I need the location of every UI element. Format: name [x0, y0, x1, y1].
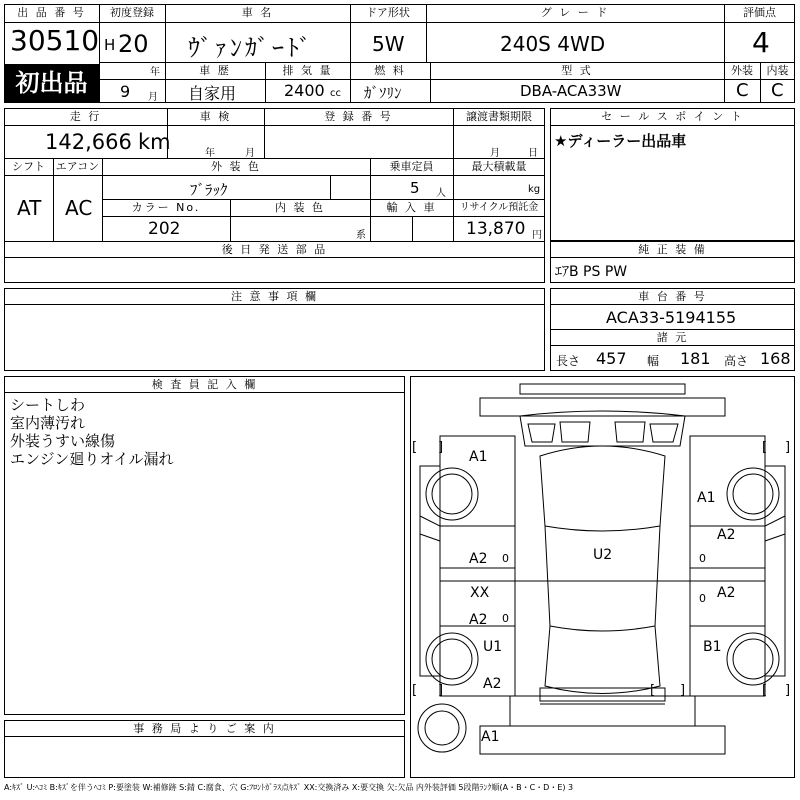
svg-text:]: ]: [785, 683, 791, 698]
mileage-label: 走 行: [69, 110, 102, 123]
int-color-label: 内 装 色: [275, 201, 325, 214]
equip-label: 純 正 装 備: [638, 243, 707, 256]
damage-rear-left-tire: U1: [483, 639, 503, 655]
ac: AC: [65, 196, 93, 220]
car-name-label: 車 名: [241, 6, 274, 19]
ext-color: ﾌﾞﾗｯｸ: [190, 181, 228, 199]
damage-right-rear-door: A2: [717, 585, 736, 601]
svg-text:0: 0: [699, 592, 706, 605]
grade: 240S 4WD: [500, 32, 606, 56]
door-label: ドア形状: [366, 6, 410, 19]
inspector-note: シートしわ: [10, 396, 86, 414]
mileage: 142,666: [45, 130, 132, 154]
seats-label: 乗車定員: [389, 160, 434, 173]
reg-year: 20: [118, 30, 149, 58]
inspector-note: 外装うすい線傷: [10, 432, 116, 450]
sales-point-box: [550, 108, 795, 241]
door-type: 5W: [372, 32, 405, 56]
month-unit: 月: [148, 92, 158, 103]
lot-no-label: 出 品 番 号: [17, 6, 86, 19]
inspector-label: 検 査 員 記 入 欄: [151, 378, 258, 391]
seats-unit: 人: [436, 188, 446, 199]
equipment: ｴｱB PS PW: [555, 264, 628, 280]
model-code: DBA-ACA33W: [520, 82, 622, 100]
svg-text:0: 0: [699, 552, 706, 565]
seats: 5: [410, 179, 420, 197]
inspection-label: 車 検: [199, 110, 232, 123]
notes-label: 注 意 事 項 欄: [231, 290, 318, 303]
svg-text:[: [: [412, 440, 418, 455]
damage-front-left-tire: A1: [469, 449, 488, 465]
ac-label: エアコン: [55, 160, 100, 173]
first-listing-badge: 初出品: [4, 64, 99, 103]
damage-rear-right-tire: B1: [703, 639, 722, 655]
legend: A:ｷｽﾞ U:ﾍｺﾐ B:ｷｽﾞを伴うﾍｺﾐ P:要塗装 W:補修跡 S:錆 C:腐食、穴 G:ﾌﾛﾝﾄｶﾞﾗｽ点ｷｽﾞ XX:交換済み X:要交換 欠:欠品 内外装評価 5段階ﾗﾝｸ順(A・B・C・D・E) 3: [4, 783, 574, 792]
shift: AT: [17, 196, 42, 220]
recycle-fee: 13,870: [466, 219, 526, 239]
transfer-label: 譲渡書類期限: [466, 110, 532, 123]
inspector-note: 室内薄汚れ: [10, 414, 86, 432]
car-outline-svg: [410, 376, 795, 778]
insp-year-unit: 年: [205, 148, 215, 159]
damage-spare: A1: [481, 729, 500, 745]
overall-score: 4: [752, 26, 770, 59]
car-history: 自家用: [188, 84, 237, 103]
svg-text:]: ]: [680, 683, 686, 698]
int-color-unit: 系: [356, 230, 366, 241]
displacement: 2400: [284, 81, 325, 100]
width-value: 181: [680, 349, 711, 368]
svg-text:[: [: [762, 683, 768, 698]
sales-point: ★ディーラー出品車: [554, 132, 687, 150]
lot-number: 30510: [10, 24, 100, 57]
model-label: 型 式: [561, 64, 593, 77]
later-parts-label: 後 日 発 送 部 品: [221, 243, 328, 256]
height-value: 168: [760, 349, 791, 368]
svg-text:]: ]: [785, 440, 791, 455]
dims-label: 諸 元: [656, 331, 689, 344]
damage-left-front-door: A2: [469, 551, 488, 567]
office-label: 事 務 局 よ り ご 案 内: [133, 722, 276, 735]
history-label: 車 歴: [199, 64, 231, 77]
color-no: 202: [148, 219, 181, 239]
import-label: 輸 入 車: [386, 201, 437, 214]
transfer-day-unit: 日: [528, 148, 538, 159]
shift-label: シフト: [12, 160, 45, 173]
svg-text:[: [: [650, 683, 656, 698]
svg-text:[: [: [762, 440, 768, 455]
svg-text:]: ]: [438, 440, 444, 455]
car-name: ｳﾞｧﾝｶﾞｰﾄﾞ: [188, 34, 314, 62]
damage-rear-quarter-left: A2: [483, 676, 502, 692]
fuel: ｶﾞｿﾘﾝ: [364, 84, 402, 102]
displacement-unit: cc: [330, 88, 341, 99]
exterior-score: C: [736, 80, 749, 101]
reg-month: 9: [120, 82, 131, 101]
damage-left-rear-door: A2: [469, 612, 488, 628]
recycle-label: リサイクル預託金: [459, 202, 539, 213]
damage-right-front-door: A2: [717, 527, 736, 543]
maxload-label: 最大積載量: [471, 160, 527, 173]
regno-label: 登 録 番 号: [324, 110, 393, 123]
displacement-label: 排 気 量: [282, 64, 333, 77]
svg-text:0: 0: [502, 612, 509, 625]
first-reg-label: 初度登録: [110, 6, 154, 19]
damage-roof: U2: [593, 547, 613, 563]
grade-label: グ レ ー ド: [540, 6, 610, 19]
length-label: 長さ: [556, 354, 581, 368]
length-value: 457: [596, 349, 627, 368]
transfer-month-unit: 月: [490, 148, 500, 159]
maxload-unit: kg: [528, 184, 541, 195]
year-unit: 年: [150, 67, 160, 78]
insp-month-unit: 月: [245, 148, 255, 159]
exterior-label: 外装: [731, 64, 753, 77]
ext-color-label: 外 装 色: [211, 160, 261, 173]
interior-score: C: [771, 80, 784, 101]
chassis-label: 車 台 番 号: [638, 290, 707, 303]
recycle-unit: 円: [532, 230, 542, 241]
svg-text:]: ]: [438, 683, 444, 698]
width-label: 幅: [647, 354, 660, 368]
era: H: [104, 36, 116, 54]
svg-text:[: [: [412, 683, 418, 698]
chassis-number: ACA33-5194155: [606, 308, 737, 327]
score-label: 評価点: [743, 6, 776, 19]
damage-front-right-tire: A1: [697, 490, 716, 506]
mileage-unit: km: [138, 130, 171, 154]
svg-text:0: 0: [502, 552, 509, 565]
color-no-label: カラー No.: [131, 201, 201, 214]
fuel-label: 燃 料: [374, 64, 406, 77]
damage-left-xx: XX: [470, 585, 490, 601]
inspector-note: エンジン廻りオイル漏れ: [10, 450, 174, 468]
interior-label: 内装: [766, 64, 789, 77]
sales-label: セ ー ル ス ポ イ ン ト: [601, 110, 744, 123]
height-label: 高さ: [724, 354, 749, 368]
